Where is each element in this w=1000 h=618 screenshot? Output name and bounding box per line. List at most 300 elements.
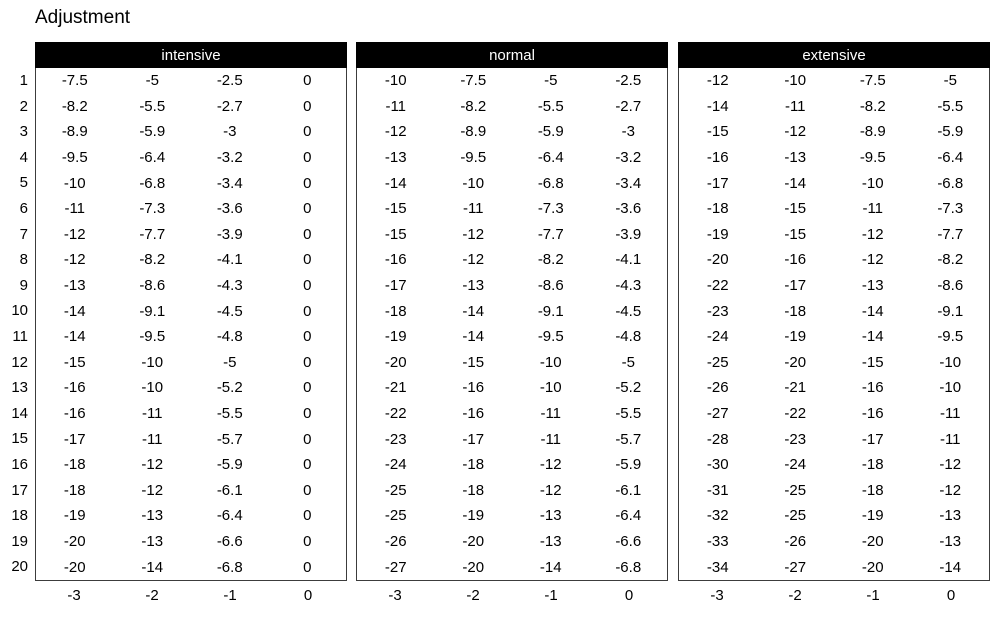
table-cell: 0 (303, 456, 312, 474)
table-cell: -8.9 (61, 123, 88, 141)
table-cell: -12 (939, 481, 962, 499)
table-cell: -6.1 (216, 481, 243, 499)
table-cell: -7.5 (460, 72, 487, 90)
table-cell: -17 (384, 277, 407, 295)
row-number: 4 (19, 148, 28, 166)
table-cell: 0 (303, 558, 312, 576)
axis-tick-label: -3 (388, 587, 402, 604)
table-cell: -14 (861, 328, 884, 346)
table-cell: -18 (861, 456, 884, 474)
table-cell: -18 (784, 302, 807, 320)
panel-header: extensive (678, 42, 990, 68)
table-cell: -6.4 (537, 149, 564, 167)
table-cell: -13 (939, 532, 962, 550)
table-cell: -25 (784, 481, 807, 499)
table-cell: -10 (861, 174, 884, 192)
row-number: 6 (19, 199, 28, 217)
table-row (679, 452, 989, 478)
table-cell: -16 (861, 405, 884, 423)
table-cell: -12 (861, 225, 884, 243)
table-cell: -7.3 (139, 200, 166, 218)
table-cell: -10 (939, 379, 962, 397)
table-cell: -11 (540, 430, 562, 448)
table-row (36, 452, 346, 478)
table-row (679, 554, 989, 580)
table-row (679, 170, 989, 196)
table-cell: -16 (784, 251, 807, 269)
table-row (357, 68, 667, 94)
table-cell: -4.3 (216, 277, 243, 295)
table-cell: -18 (462, 481, 485, 499)
table-cell: -16 (384, 251, 407, 269)
table-cell: -14 (384, 174, 407, 192)
table-cell: -16 (462, 379, 485, 397)
table-cell: -3.4 (615, 174, 642, 192)
table-cell: -9.1 (537, 302, 564, 320)
table-cell: -12 (939, 456, 962, 474)
table-row (357, 401, 667, 427)
table-cell: -5.5 (216, 405, 243, 423)
table-row (36, 554, 346, 580)
table-row (36, 375, 346, 401)
table-cell: -11 (862, 200, 884, 218)
table-cell: -3.2 (615, 149, 642, 167)
table-cell: -21 (384, 379, 407, 397)
table-cell: -7.7 (537, 225, 564, 243)
table-cell: -9.1 (139, 302, 166, 320)
table-cell: -6.6 (216, 532, 243, 550)
table-cell: -28 (706, 430, 729, 448)
table-row (357, 426, 667, 452)
table-row (36, 247, 346, 273)
panel-table-body (356, 68, 668, 581)
table-cell: -10 (539, 379, 562, 397)
table-cell: 0 (303, 328, 312, 346)
row-number: 8 (19, 251, 28, 269)
table-cell: -7.5 (61, 72, 88, 90)
table-cell: -6.8 (937, 174, 964, 192)
table-cell: -8.6 (139, 277, 166, 295)
table-cell: -13 (784, 149, 807, 167)
panel-normal (356, 42, 668, 607)
axis-tick-label: -1 (866, 587, 880, 604)
table-cell: -8.2 (937, 251, 964, 269)
row-number: 15 (11, 430, 28, 448)
table-cell: -8.6 (937, 277, 964, 295)
table-row (679, 375, 989, 401)
table-row (679, 350, 989, 376)
table-cell: -24 (784, 456, 807, 474)
axis-tick-label: -3 (67, 587, 81, 604)
table-cell: 0 (303, 302, 312, 320)
table-cell: -8.2 (859, 97, 886, 115)
axis-tick-label: 0 (624, 587, 634, 604)
row-number: 18 (11, 507, 28, 525)
table-cell: -5 (145, 72, 159, 90)
table-cell: -15 (706, 123, 729, 141)
table-cell: -12 (141, 481, 164, 499)
table-cell: -5.5 (139, 97, 166, 115)
table-cell: -13 (462, 277, 485, 295)
table-cell: -7.5 (859, 72, 886, 90)
table-cell: -2.5 (615, 72, 642, 90)
table-cell: -13 (63, 277, 86, 295)
table-cell: -23 (784, 430, 807, 448)
table-cell: -22 (784, 405, 807, 423)
axis-tick-label: -2 (788, 587, 802, 604)
table-cell: -11 (64, 200, 86, 218)
table-cell: -6.1 (615, 481, 642, 499)
table-row (357, 478, 667, 504)
table-row (357, 298, 667, 324)
table-cell: -3 (223, 123, 237, 141)
table-cell: -14 (63, 302, 86, 320)
table-row (357, 222, 667, 248)
table-cell: -12 (539, 481, 562, 499)
table-cell: -10 (384, 72, 407, 90)
table-cell: -11 (939, 405, 961, 423)
table-cell: -13 (539, 532, 562, 550)
table-cell: -12 (141, 456, 164, 474)
table-cell: -2.7 (615, 97, 642, 115)
table-cell: -10 (939, 353, 962, 371)
table-cell: -22 (384, 405, 407, 423)
table-cell: -19 (861, 507, 884, 525)
table-cell: -15 (384, 225, 407, 243)
table-cell: -11 (784, 97, 806, 115)
table-row (357, 375, 667, 401)
table-cell: -24 (706, 328, 729, 346)
table-cell: -22 (706, 277, 729, 295)
table-row (36, 170, 346, 196)
table-cell: -31 (706, 481, 729, 499)
table-cell: -9.5 (537, 328, 564, 346)
table-cell: -9.5 (460, 149, 487, 167)
table-row (36, 145, 346, 171)
table-cell: -6.4 (139, 149, 166, 167)
table-cell: -16 (706, 149, 729, 167)
table-cell: -12 (861, 251, 884, 269)
table-cell: -20 (384, 353, 407, 371)
table-cell: -19 (462, 507, 485, 525)
table-cell: -15 (784, 200, 807, 218)
table-row (357, 196, 667, 222)
table-cell: 0 (303, 251, 312, 269)
table-row (357, 350, 667, 376)
table-cell: -5.9 (937, 123, 964, 141)
table-cell: -9.5 (937, 328, 964, 346)
table-cell: -6.8 (216, 558, 243, 576)
table-row (357, 452, 667, 478)
axis-tick-label: -1 (223, 587, 237, 604)
table-cell: 0 (303, 379, 312, 397)
table-cell: -5.9 (615, 456, 642, 474)
table-cell: -20 (462, 532, 485, 550)
table-cell: -14 (939, 558, 962, 576)
table-cell: -13 (141, 507, 164, 525)
table-row (36, 119, 346, 145)
table-cell: -17 (63, 430, 86, 448)
table-row (679, 529, 989, 555)
table-cell: -8.9 (460, 123, 487, 141)
table-row (36, 426, 346, 452)
table-cell: -13 (141, 532, 164, 550)
table-cell: -27 (384, 558, 407, 576)
table-cell: -17 (861, 430, 884, 448)
table-cell: -14 (706, 97, 729, 115)
table-cell: -10 (784, 72, 807, 90)
table-cell: 0 (303, 174, 312, 192)
table-cell: -14 (784, 174, 807, 192)
table-cell: 0 (303, 353, 312, 371)
row-number: 14 (11, 404, 28, 422)
row-number: 17 (11, 481, 28, 499)
table-cell: -12 (462, 251, 485, 269)
table-cell: -33 (706, 532, 729, 550)
table-row (357, 94, 667, 120)
table-cell: -8.2 (61, 97, 88, 115)
table-cell: -14 (63, 328, 86, 346)
table-cell: -17 (706, 174, 729, 192)
table-row (36, 401, 346, 427)
table-cell: -16 (63, 379, 86, 397)
table-row (357, 273, 667, 299)
table-row (357, 324, 667, 350)
table-cell: -5.9 (537, 123, 564, 141)
table-cell: -3.6 (615, 200, 642, 218)
table-row (357, 554, 667, 580)
table-cell: -13 (939, 507, 962, 525)
table-cell: -32 (706, 507, 729, 525)
table-cell: -34 (706, 558, 729, 576)
table-row (36, 94, 346, 120)
table-row (357, 145, 667, 171)
table-cell: -18 (63, 481, 86, 499)
table-cell: -8.2 (460, 97, 487, 115)
table-cell: -25 (784, 507, 807, 525)
table-cell: -2.5 (216, 72, 243, 90)
table-cell: -14 (539, 558, 562, 576)
table-row (679, 247, 989, 273)
table-cell: 0 (303, 405, 312, 423)
table-cell: -19 (63, 507, 86, 525)
table-cell: -9.5 (61, 149, 88, 167)
table-cell: -18 (384, 302, 407, 320)
table-row (679, 478, 989, 504)
table-cell: -12 (462, 225, 485, 243)
table-cell: 0 (303, 123, 312, 141)
table-cell: -24 (384, 456, 407, 474)
row-number: 5 (19, 174, 28, 192)
table-cell: -26 (384, 532, 407, 550)
table-cell: -16 (63, 405, 86, 423)
table-cell: -5 (544, 72, 558, 90)
table-cell: -3.4 (216, 174, 243, 192)
table-cell: -14 (861, 302, 884, 320)
table-cell: -11 (462, 200, 484, 218)
table-cell: -12 (784, 123, 807, 141)
table-cell: -6.4 (615, 507, 642, 525)
row-number: 9 (19, 276, 28, 294)
table-cell: 0 (303, 532, 312, 550)
table-cell: -27 (784, 558, 807, 576)
panel-table-body (35, 68, 347, 581)
table-row (679, 145, 989, 171)
panel-intensive (35, 42, 347, 607)
table-cell: -5.2 (216, 379, 243, 397)
table-row (36, 196, 346, 222)
table-cell: -4.3 (615, 277, 642, 295)
table-cell: 0 (303, 200, 312, 218)
axis-tick-row (678, 585, 990, 607)
table-cell: -18 (861, 481, 884, 499)
table-cell: -14 (141, 558, 164, 576)
table-cell: -7.7 (937, 225, 964, 243)
table-cell: -5.5 (937, 97, 964, 115)
table-cell: -20 (63, 558, 86, 576)
table-row (679, 222, 989, 248)
axis-tick-label: 0 (303, 587, 313, 604)
table-cell: -6.6 (615, 532, 642, 550)
table-cell: -6.8 (139, 174, 166, 192)
table-cell: -15 (384, 200, 407, 218)
table-cell: 0 (303, 481, 312, 499)
table-cell: -4.5 (615, 302, 642, 320)
table-cell: -8.6 (537, 277, 564, 295)
table-cell: -10 (141, 353, 164, 371)
table-cell: -20 (462, 558, 485, 576)
table-cell: -6.4 (216, 507, 243, 525)
table-cell: -8.2 (537, 251, 564, 269)
table-cell: -15 (63, 353, 86, 371)
table-cell: -15 (462, 353, 485, 371)
table-cell: -26 (706, 379, 729, 397)
table-cell: -16 (861, 379, 884, 397)
table-cell: -9.5 (139, 328, 166, 346)
table-cell: -4.8 (615, 328, 642, 346)
table-cell: -3 (621, 123, 635, 141)
row-number: 10 (11, 302, 28, 320)
row-number-gutter (0, 68, 28, 580)
table-row (36, 529, 346, 555)
table-cell: -12 (384, 123, 407, 141)
table-cell: -18 (462, 456, 485, 474)
table-cell: -23 (384, 430, 407, 448)
table-cell: -13 (384, 149, 407, 167)
table-cell: -11 (540, 405, 562, 423)
axis-tick-label: 0 (946, 587, 956, 604)
table-cell: -3.6 (216, 200, 243, 218)
table-cell: -5.9 (216, 456, 243, 474)
table-cell: -5.5 (537, 97, 564, 115)
table-cell: -11 (385, 97, 407, 115)
table-cell: -10 (141, 379, 164, 397)
table-row (679, 298, 989, 324)
table-cell: -30 (706, 456, 729, 474)
table-row (679, 273, 989, 299)
table-cell: 0 (303, 277, 312, 295)
table-row (357, 247, 667, 273)
row-number: 16 (11, 455, 28, 473)
row-number: 2 (19, 97, 28, 115)
table-row (36, 68, 346, 94)
table-cell: -19 (706, 225, 729, 243)
row-number: 7 (19, 225, 28, 243)
table-cell: -26 (784, 532, 807, 550)
table-cell: 0 (303, 72, 312, 90)
table-cell: -17 (784, 277, 807, 295)
table-cell: -20 (861, 558, 884, 576)
table-cell: -8.2 (139, 251, 166, 269)
table-cell: -6.4 (937, 149, 964, 167)
table-cell: -5.2 (615, 379, 642, 397)
table-cell: -11 (141, 405, 163, 423)
table-cell: -14 (462, 302, 485, 320)
row-number: 3 (19, 123, 28, 141)
table-cell: -15 (861, 353, 884, 371)
table-cell: -23 (706, 302, 729, 320)
table-cell: -5.7 (615, 430, 642, 448)
table-cell: -7.3 (537, 200, 564, 218)
table-row (679, 401, 989, 427)
table-cell: -21 (784, 379, 807, 397)
axis-tick-row (356, 585, 668, 607)
table-cell: -7.7 (139, 225, 166, 243)
table-cell: -9.5 (859, 149, 886, 167)
table-cell: -12 (63, 251, 86, 269)
table-cell: -3.2 (216, 149, 243, 167)
row-number: 20 (11, 558, 28, 576)
table-cell: -20 (63, 532, 86, 550)
table-cell: -5 (621, 353, 635, 371)
table-row (679, 426, 989, 452)
table-cell: -5 (223, 353, 237, 371)
table-cell: -18 (706, 200, 729, 218)
table-cell: -6.8 (537, 174, 564, 192)
table-cell: -9.1 (937, 302, 964, 320)
table-cell: -25 (384, 481, 407, 499)
table-cell: -4.8 (216, 328, 243, 346)
table-row (679, 68, 989, 94)
table-cell: -20 (861, 532, 884, 550)
table-cell: -12 (539, 456, 562, 474)
table-row (357, 170, 667, 196)
axis-tick-label: -2 (145, 587, 159, 604)
table-cell: -12 (63, 225, 86, 243)
table-row (679, 324, 989, 350)
table-cell: -7.3 (937, 200, 964, 218)
panel-extensive (678, 42, 990, 607)
row-number: 1 (19, 72, 28, 89)
table-cell: -18 (63, 456, 86, 474)
table-cell: -6.8 (615, 558, 642, 576)
table-cell: -13 (539, 507, 562, 525)
table-cell: -19 (384, 328, 407, 346)
table-row (36, 298, 346, 324)
axis-tick-label: -3 (710, 587, 724, 604)
axis-tick-label: -1 (544, 587, 558, 604)
axis-tick-row (35, 585, 347, 607)
table-cell: -8.9 (859, 123, 886, 141)
table-cell: -16 (462, 405, 485, 423)
row-number: 11 (12, 327, 28, 345)
table-row (36, 273, 346, 299)
axis-tick-label: -2 (466, 587, 480, 604)
table-cell: -5.7 (216, 430, 243, 448)
row-number: 13 (11, 379, 28, 397)
table-row (357, 529, 667, 555)
table-cell: -10 (539, 353, 562, 371)
